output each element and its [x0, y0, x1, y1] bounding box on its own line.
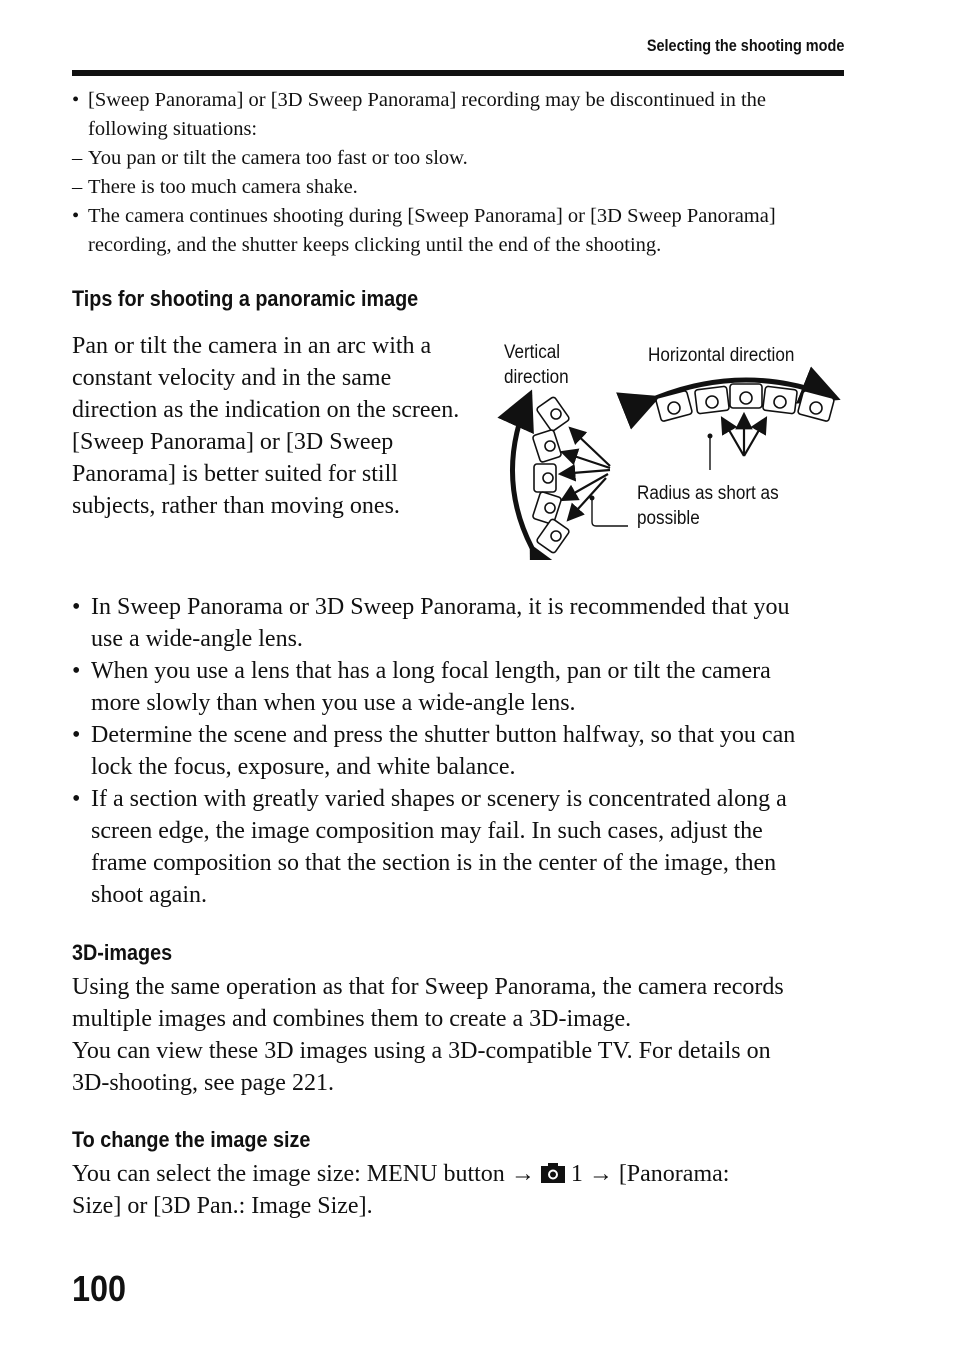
radius-leader-line-vertical: [592, 500, 628, 526]
vertical-arc-arrow: [512, 394, 532, 548]
paragraph-line: subjects, rather than moving ones.: [72, 493, 400, 519]
tips-list: [72, 591, 848, 911]
list-item: • If a section with greatly varied shapes or scenery is concentrated along a screen edge, the image composition may fail. In such cases, adjust the frame composition so that the section is in the center of the image, then shoot again.: [72, 783, 848, 911]
list-item-line: When you use a lens that has a long focal length, pan or tilt the camera: [91, 658, 771, 684]
sub-list-item: – You pan or tilt the camera too fast or too slow.: [72, 147, 468, 169]
paragraph-line: [72, 1158, 848, 1190]
list-item-line: screen edge, the image composition may fail. In such cases, adjust the: [91, 818, 763, 844]
list-item: • When you use a lens that has a long focal length, pan or tilt the camera more slowly than when you use a wide-angle lens.: [72, 655, 848, 719]
list-item-line: use a wide-angle lens.: [91, 626, 303, 652]
paragraph-line: Pan or tilt the camera in an arc with a: [72, 333, 432, 359]
paragraph-line: direction as the indication on the screen.: [72, 397, 460, 423]
list-item: • [Sweep Panorama] or [3D Sweep Panorama] recording may be discontinued in the following situations:: [72, 86, 844, 144]
panorama-direction-diagram: [496, 332, 848, 560]
list-item-line: frame composition so that the section is in the center of the image, then: [91, 850, 777, 876]
menu-instruction-text: You can select the image size: MENU button: [72, 1161, 505, 1187]
paragraph-line: Panorama] is better suited for still: [72, 461, 398, 487]
list-item-line: Determine the scene and press the shutter button halfway, so that you can: [91, 722, 796, 748]
list-item-line: If a section with greatly varied shapes or scenery is concentrated along a: [91, 786, 787, 812]
horizontal-radius-arrows: [722, 414, 766, 456]
images3d-paragraph: [72, 971, 848, 1099]
list-item: • The camera continues shooting during [Sweep Panorama] or [3D Sweep Panorama] recording, and the shutter keeps clicking until the end of the shooting.: [72, 202, 844, 260]
menu-page-number: 1: [570, 1161, 583, 1187]
arrow-icon: →: [588, 1161, 613, 1187]
paragraph-line: You can view these 3D images using a 3D-compatible TV. For details on: [72, 1038, 771, 1064]
list-item: • Determine the scene and press the shutter button halfway, so that you can lock the focus, exposure, and white balance.: [72, 719, 848, 783]
sub-list-item-text: You pan or tilt the camera too fast or too slow.: [88, 147, 468, 169]
image-size-heading: To change the image size: [72, 1127, 311, 1152]
paragraph-line: multiple images and combines them to create a 3D-image.: [72, 1006, 632, 1032]
list-item-line: In Sweep Panorama or 3D Sweep Panorama, it is recommended that you: [91, 594, 790, 620]
page-number: 100: [72, 1268, 127, 1309]
list-item-line: [Sweep Panorama] or [3D Sweep Panorama] recording may be discontinued in the: [88, 89, 767, 111]
paragraph-line: constant velocity and in the same: [72, 365, 392, 391]
camera-icon: [541, 1163, 565, 1183]
list-item-line: lock the focus, exposure, and white balance.: [91, 754, 516, 780]
radius-label: Radius as short as possible: [637, 483, 779, 529]
paragraph-line: Size] or [3D Pan.: Image Size].: [72, 1193, 373, 1219]
vertical-cameras: [532, 396, 570, 554]
header-rule: [72, 70, 844, 76]
list-item-line: The camera continues shooting during [Sweep Panorama] or [3D Sweep Panorama]: [88, 205, 776, 227]
list-item-line: following situations:: [88, 118, 258, 140]
menu-item-text: [Panorama:: [618, 1161, 730, 1187]
paragraph-line: Using the same operation as that for Sweep Panorama, the camera records: [72, 974, 784, 1000]
list-item-line: shoot again.: [91, 882, 207, 908]
arrow-icon: →: [510, 1161, 535, 1187]
list-item: • In Sweep Panorama or 3D Sweep Panorama, it is recommended that you use a wide-angle lens.: [72, 591, 848, 655]
horizontal-direction-label: Horizontal direction: [648, 345, 795, 366]
list-item-line: more slowly than when you use a wide-angle lens.: [91, 690, 576, 716]
image-size-paragraph: [72, 1158, 848, 1222]
list-item-line: recording, and the shutter keeps clicking until the end of the shooting.: [88, 234, 662, 256]
vertical-direction-label: Vertical direction: [504, 342, 569, 388]
sub-list-item: – There is too much camera shake.: [72, 176, 358, 198]
sub-list-item-text: There is too much camera shake.: [88, 176, 358, 198]
vertical-radius-arrows: [560, 428, 610, 520]
recording-notes-list: [72, 86, 844, 260]
tips-paragraph: [72, 330, 492, 522]
running-header: Selecting the shooting mode: [646, 36, 844, 55]
tips-heading: Tips for shooting a panoramic image: [72, 286, 419, 311]
paragraph-line: [Sweep Panorama] or [3D Sweep: [72, 429, 394, 455]
images3d-heading: 3D-images: [72, 940, 173, 965]
paragraph-line: 3D-shooting, see page 221.: [72, 1070, 334, 1096]
